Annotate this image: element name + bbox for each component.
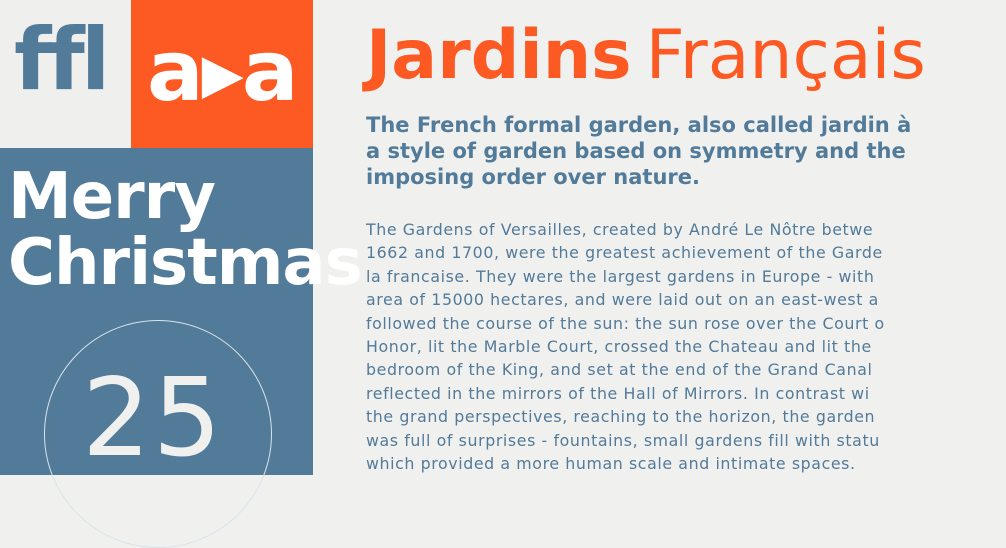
body-line: followed the course of the sun: the sun rose over the Court o	[366, 313, 885, 333]
greeting-line-2: Christmas	[8, 226, 362, 300]
subtitle	[366, 112, 986, 190]
body-line: area of 15000 hectares, and were laid out on an east-west a	[366, 290, 879, 310]
ligature-sample: ffl	[14, 10, 107, 110]
body-line: reflected in the mirrors of the Hall of Mirrors. In contrast wi	[366, 383, 870, 403]
body-line: The Gardens of Versailles, created by André Le Nôtre betwe	[366, 220, 874, 239]
subtitle-line: The French formal garden, also called jardin à	[366, 113, 912, 137]
title-word-2: Français	[645, 16, 926, 95]
body-line: bedroom of the King, and set at the end of the Grand Canal	[366, 360, 873, 380]
body-line: 1662 and 1700, were the greatest achievement of the Garde	[366, 243, 883, 263]
arrow-sample: a▸a	[147, 22, 297, 120]
body-line: the grand perspectives, reaching to the horizon, the garden	[366, 407, 876, 427]
page-title	[366, 16, 926, 96]
greeting-line-1: Merry	[8, 160, 215, 234]
body-line: which provided a more human scale and intimate spaces.	[366, 454, 856, 474]
subtitle-line: a style of garden based on symmetry and the	[366, 139, 906, 163]
body-line: Honor, lit the Marble Court, crossed the Chateau and lit the	[366, 337, 872, 357]
ligature-sample-tile	[0, 0, 131, 148]
christmas-tile	[0, 148, 362, 481]
date-number: 25	[82, 356, 224, 481]
body-line: was full of surprises - fountains, small gardens fill with statu	[366, 430, 880, 450]
arrow-sample-tile	[131, 0, 313, 148]
title-word-1: Jardins	[366, 16, 632, 95]
body-line: la francaise. They were the largest gardens in Europe - with	[366, 266, 875, 286]
body-paragraph	[366, 218, 1006, 475]
subtitle-line: imposing order over nature.	[366, 165, 700, 189]
